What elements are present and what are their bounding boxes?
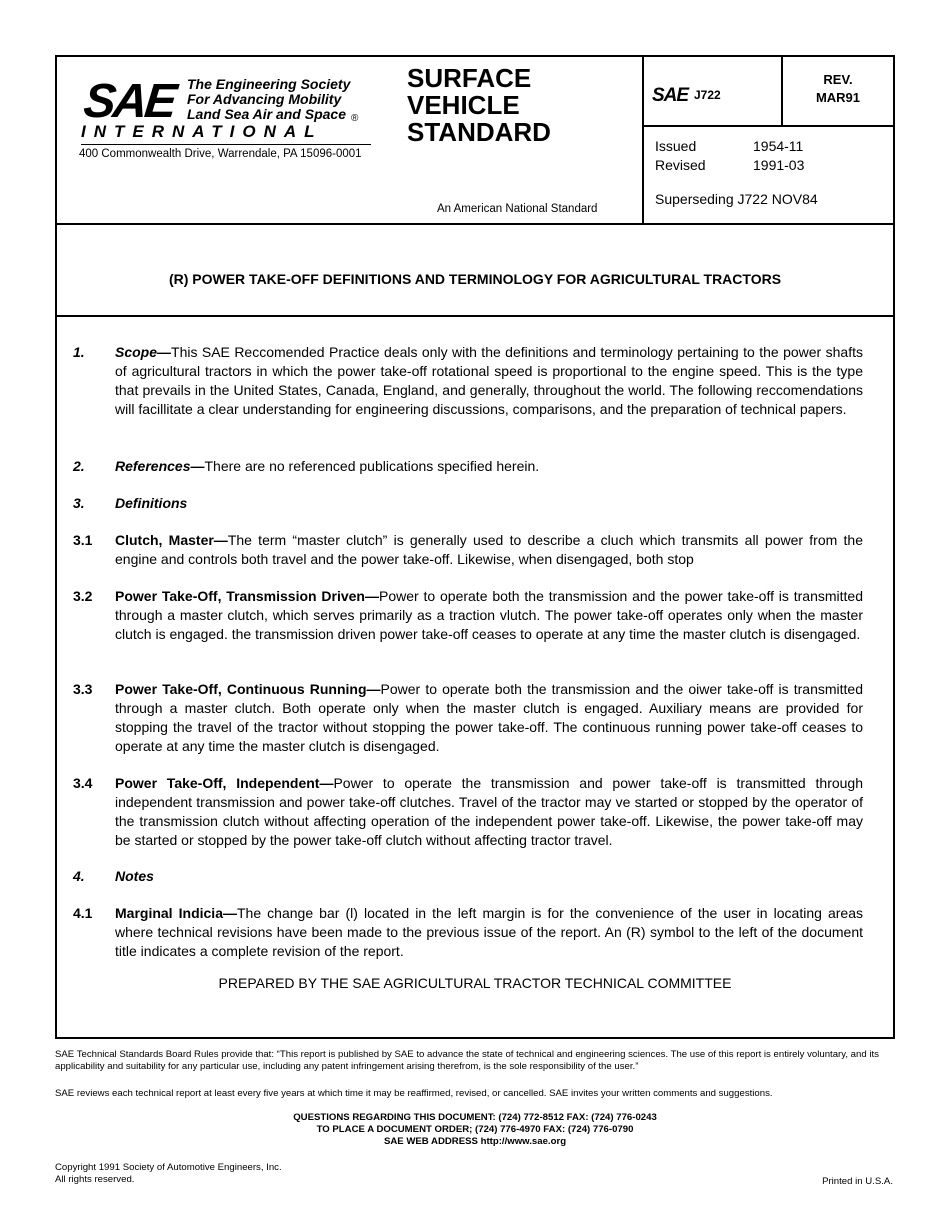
section-heading: Marginal Indicia—: [115, 905, 237, 921]
revision-box: [783, 71, 893, 107]
section-4-1: [73, 904, 863, 961]
section-1-scope: [73, 343, 863, 419]
logo-international: INTERNATIONAL: [81, 122, 323, 141]
issued-date: 1954-11: [753, 138, 804, 154]
section-number: 2.: [73, 458, 85, 474]
superseding: Superseding J722 NOV84: [655, 191, 818, 207]
section-4-notes: [73, 867, 863, 886]
printed-in: Printed in U.S.A.: [822, 1176, 893, 1187]
section-heading: Scope—: [115, 344, 172, 360]
rev-date: MAR91: [815, 90, 861, 105]
section-heading: Power Take-Off, Independent—: [115, 775, 334, 791]
section-text: This SAE Reccomended Practice deals only with the definitions and terminology pertaining to the power shafts of agricultural tractors in which the power take-off rotational speed is proportional to the engine speed. This is the type that prevails in the United States, Canada, England, and generally, throughout the world. The following reccomendations will facillitate a clear understanding for engineering discussions, comparisons, and the preparation of technical papers.: [115, 344, 863, 417]
prepared-by: PREPARED BY THE SAE AGRICULTURAL TRACTOR TECHNICAL COMMITTEE: [218, 975, 732, 991]
section-number: 4.: [73, 868, 85, 884]
registered-mark: ®: [351, 113, 359, 124]
american-national-standard: An American National Standard: [437, 203, 598, 215]
tagline-line-1: The Engineering Society: [187, 76, 351, 92]
section-heading: Clutch, Master—: [115, 532, 228, 548]
logo-rule: [81, 144, 371, 145]
section-heading: Power Take-Off, Transmission Driven—: [115, 588, 379, 604]
section-number: 3.3: [73, 681, 93, 697]
mini-sae-logo: SAE: [652, 85, 689, 106]
section-number: 3.1: [73, 532, 93, 548]
revised-date: 1991-03: [753, 157, 805, 173]
title-bar: [57, 223, 893, 317]
doc-number: J722: [694, 88, 721, 102]
section-heading: References—: [115, 458, 205, 474]
copyright-line: Copyright 1991 Society of Automotive Engineers, Inc.: [55, 1162, 282, 1173]
section-3-4: [73, 774, 863, 850]
section-number: 3.: [73, 495, 85, 511]
tagline-line-3: Land Sea Air and Space: [187, 106, 346, 122]
order-line: TO PLACE A DOCUMENT ORDER; (724) 776-4970 FAX: (724) 776-0790: [316, 1124, 634, 1135]
section-text: The change bar (l) located in the left margin is for the convenience of the user in locating areas where technical revisions have been made to the previous issue of the report. An (R) symbol to the left of the document title indicates a complete revision of the report.: [115, 905, 863, 959]
rev-label: REV.: [823, 72, 853, 87]
section-heading: Power Take-Off, Continuous Running—: [115, 681, 381, 697]
section-heading: Notes: [115, 868, 154, 884]
document-frame: [55, 55, 895, 1039]
tagline-line-2: For Advancing Mobility: [187, 91, 342, 107]
section-text: Power to operate the transmission and power take-off is transmitted through independent transmission and power take-off clutches. Travel of the tractor may ve started or stopped by the operator of the transmission clutch without affecting operation of the independent power take-off. Likewise, the power take-off may be started or stopped by the power take-off clutch without affecting tractor travel.: [115, 775, 863, 848]
revised-label: Revised: [655, 157, 706, 173]
sae-address: 400 Commonwealth Drive, Warrendale, PA 15096-0001: [79, 148, 362, 160]
issue-dates: [655, 137, 804, 175]
rights-line: All rights reserved.: [55, 1174, 135, 1185]
review-note: SAE reviews each technical report at least every five years at which time it may be reaffirmed, revised, or cancelled. SAE invites your written comments and suggestions.: [55, 1088, 773, 1099]
document-header: [57, 57, 893, 225]
questions-line: QUESTIONS REGARDING THIS DOCUMENT: (724) 772-8512 FAX: (724) 776-0243: [293, 1112, 657, 1123]
section-number: 1.: [73, 344, 85, 360]
section-number: 3.4: [73, 775, 93, 791]
sae-logo-mark: SAE: [81, 75, 177, 128]
section-2-references: [73, 457, 863, 476]
section-text: There are no referenced publications specified herein.: [204, 458, 540, 474]
doc-type-line-1: SURFACE: [407, 63, 532, 93]
section-3-3: [73, 680, 863, 756]
section-text: Power to operate both the transmission and the power take-off is transmitted through a master clutch, which serves primarily as a traction vlutch. The power take-off operates only when the master clutch is engaged. the transmission driven power take-off ceases to operate at any time the master clutch is disengaged.: [115, 588, 863, 642]
section-text: The term “master clutch” is generally used to describe a cluch which transmits all power from the engine and controls both travel and the power take-off. Likewise, when disengaged, both stop: [115, 532, 863, 567]
section-heading: Definitions: [115, 495, 188, 511]
doc-type-line-3: STANDARD: [407, 117, 551, 147]
section-number: 3.2: [73, 588, 93, 604]
standard-number-box: [644, 57, 893, 127]
section-number: 4.1: [73, 905, 93, 921]
document-title: (R) POWER TAKE-OFF DEFINITIONS AND TERMINOLOGY FOR AGRICULTURAL TRACTORS: [168, 271, 782, 287]
logo-tagline: [187, 77, 350, 122]
contact-block: [0, 1112, 950, 1148]
copyright-block: [55, 1162, 895, 1186]
section-text: Power to operate both the transmission and the oiwer take-off is transmitted through a master clutch. Both operate only when the master clutch is engaged. Auxiliary means are provided for stopping the travel of the tractor without stopping the power take-off. The continuous running power take-off ceases to operate at any time the master clutch is disengaged.: [115, 681, 863, 754]
web-address: SAE WEB ADDRESS http://www.sae.org: [383, 1136, 567, 1147]
doc-type-title: [407, 65, 551, 146]
issued-label: Issued: [655, 138, 697, 154]
section-3-2: [73, 587, 863, 644]
doc-type-line-2: VEHICLE: [407, 90, 520, 120]
section-3-definitions: [73, 494, 863, 513]
section-3-1: [73, 531, 863, 569]
board-rules: SAE Technical Standards Board Rules provide that: “This report is published by SAE to advance the state of technical and engineering sciences. The use of this report is entirely voluntary, and its applicability and suitability for any particular use, including any patent infringement arising therefrom, is the sole responsibility of the user.”: [55, 1049, 879, 1072]
